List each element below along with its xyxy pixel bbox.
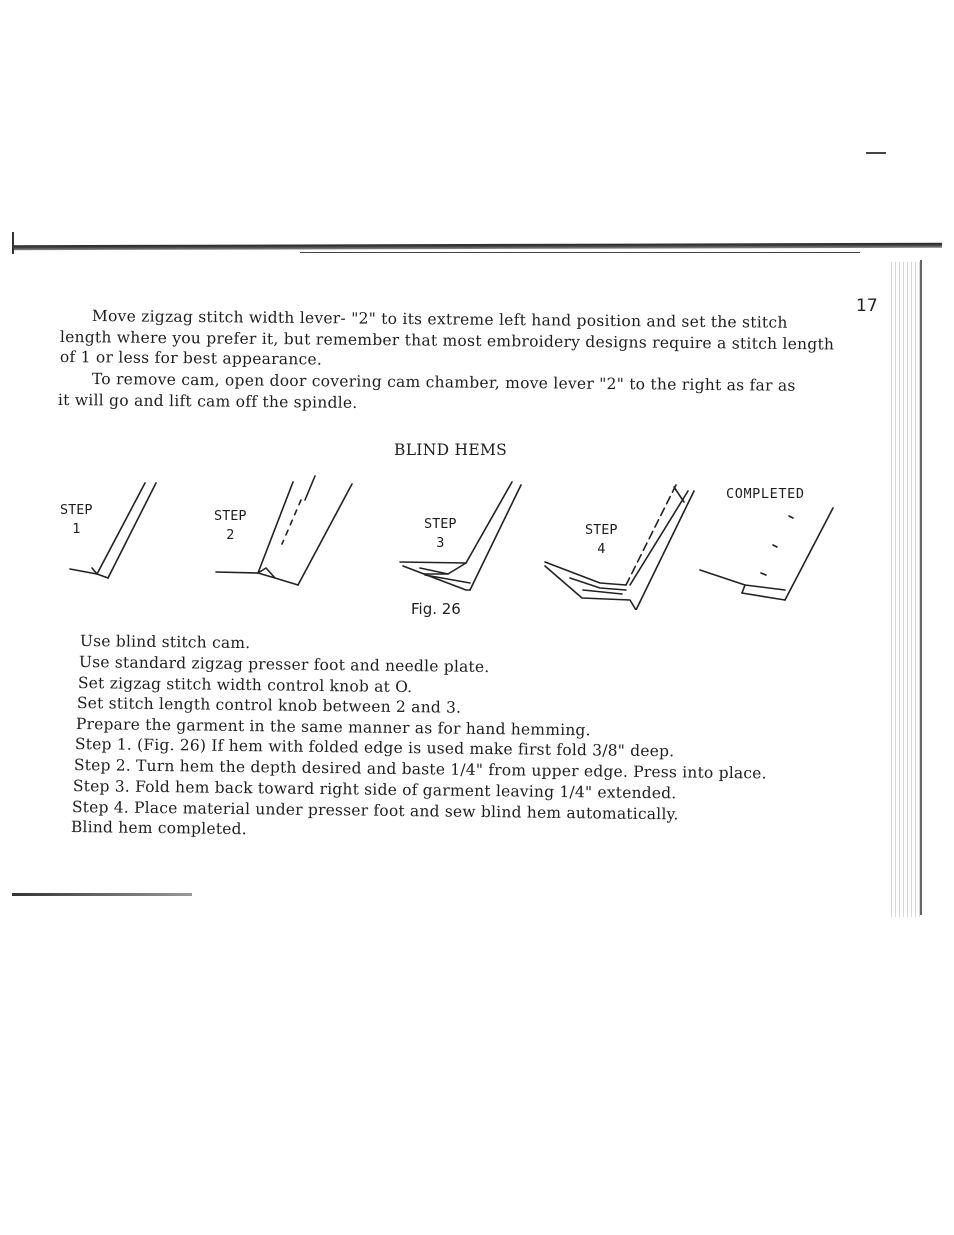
step-3-drawing	[400, 482, 521, 590]
instruction-line: Use standard zigzag presser foot and needle plate.	[78, 653, 490, 677]
step-3-number: 3	[436, 535, 445, 551]
step-3-word: STEP	[424, 516, 457, 532]
corner-dash	[866, 152, 886, 154]
step-3-label	[424, 515, 457, 553]
instruction-line: Set zigzag stitch width control knob at O.	[77, 674, 413, 697]
step-1-number: 1	[72, 521, 81, 537]
step-1-label	[60, 501, 93, 539]
step-1-word: STEP	[60, 502, 93, 518]
instruction-line: Blind hem completed.	[70, 818, 247, 839]
instruction-line: Use blind stitch cam.	[79, 632, 251, 653]
intro-line-3: of 1 or less for best appearance.	[59, 347, 323, 369]
remove-cam-line-1: To remove cam, open door covering cam chamber, move lever "2" to the right as far as	[91, 369, 796, 395]
step-2-word: STEP	[214, 508, 247, 524]
step-4-label	[585, 521, 618, 559]
top-rule	[12, 243, 942, 250]
left-tick-mark	[12, 232, 14, 254]
instruction-line: Prepare the garment in the same manner as for hand hemming.	[75, 715, 591, 740]
intro-line-1: Move zigzag stitch width lever- "2" to its extreme left hand position and set the stitch	[91, 306, 788, 332]
bottom-rule	[12, 893, 192, 896]
section-heading: BLIND HEMS	[394, 441, 508, 459]
step-4-word: STEP	[585, 522, 618, 538]
instruction-line: Set stitch length control knob between 2 and 3.	[76, 694, 462, 717]
figure-caption: Fig. 26	[411, 600, 461, 618]
step-2-number: 2	[226, 527, 235, 543]
step-2-label	[214, 507, 247, 545]
instruction-line: Step 1. (Fig. 26) If hem with folded edge is used make first fold 3/8" deep.	[74, 735, 675, 761]
step-4-drawing	[545, 485, 694, 610]
page-edge-line	[920, 260, 922, 915]
instruction-line: Step 3. Fold hem back toward right side of garment leaving 1/4" extended.	[72, 777, 677, 803]
instruction-line: Step 2. Turn hem the depth desired and baste 1/4" from upper edge. Press into place.	[73, 756, 767, 783]
page-number: 17	[856, 296, 878, 316]
completed-label: COMPLETED	[726, 486, 805, 502]
remove-cam-line-2: it will go and lift cam off the spindle.	[57, 390, 358, 412]
step-4-number: 4	[597, 541, 606, 557]
completed-drawing	[700, 508, 833, 600]
instruction-line: Step 4. Place material under presser foot and sew blind hem automatically.	[71, 798, 679, 824]
intro-line-2: length where you prefer it, but remember that most embroidery designs require a stitch length	[59, 327, 835, 354]
top-rule-thin	[300, 252, 860, 253]
